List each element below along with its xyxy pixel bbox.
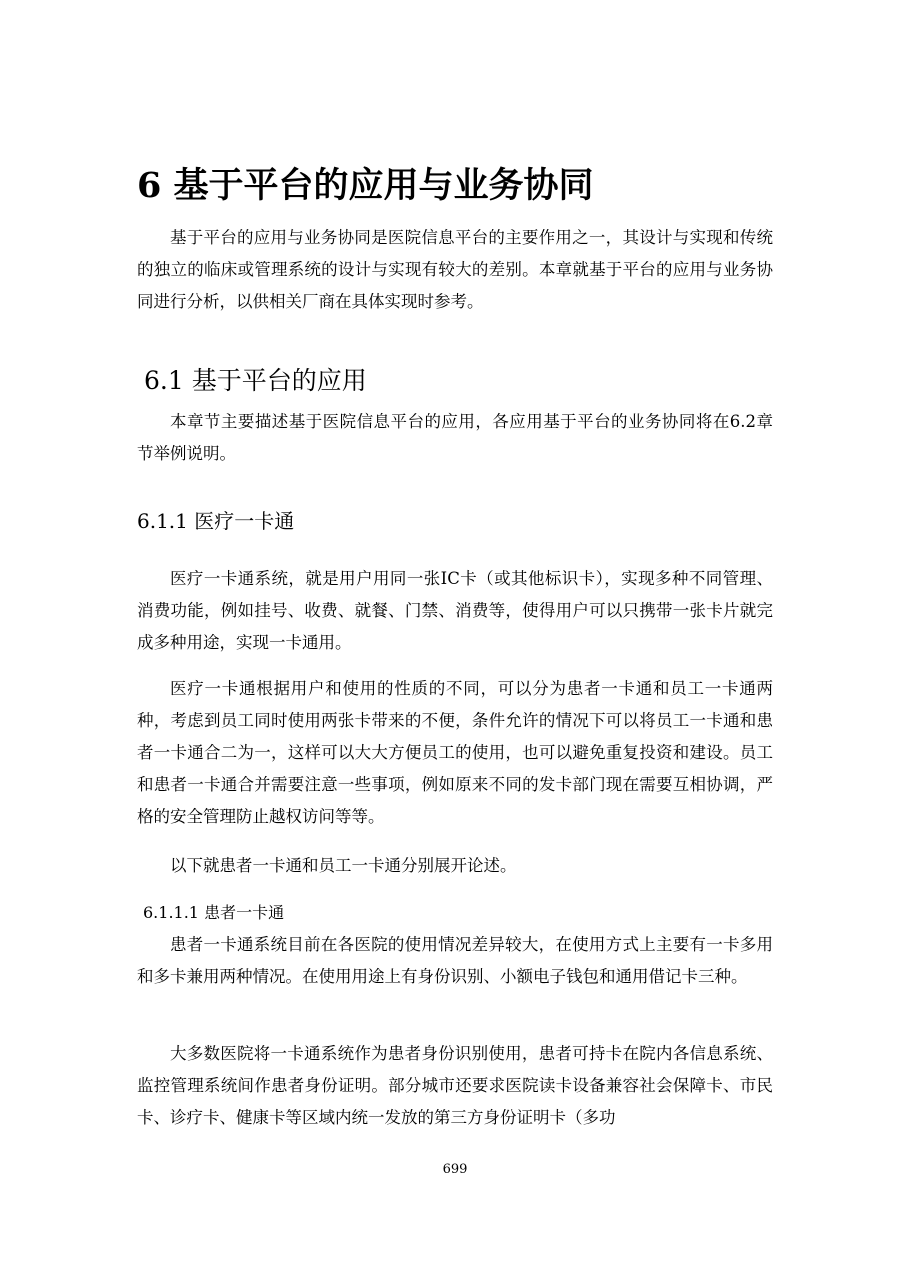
patient-card-usage-paragraph: 患者一卡通系统目前在各医院的使用情况差异较大，在使用方式上主要有一卡多用和多卡兼用两种情况。在使用用途上有身份识别、小额电子钱包和通用借记卡三种。 xyxy=(137,935,773,986)
page-number: 699 xyxy=(442,1162,468,1177)
section-6-1-1-1-heading: 6.1.1.1 患者一卡通 xyxy=(143,903,285,922)
discussion-intro-paragraph: 以下就患者一卡通和员工一卡通分别展开论述。 xyxy=(170,856,517,875)
chapter-intro-paragraph: 基于平台的应用与业务协同是医院信息平台的主要作用之一，其设计与实现和传统的独立的临床或管理系统的设计与实现有较大的差别。本章就基于平台的应用与业务协同进行分析，以供相关厂商在具体实现时参考。 xyxy=(137,228,773,311)
card-system-definition-paragraph: 医疗一卡通系统，就是用户用同一张IC卡（或其他标识卡），实现多种不同管理、消费功能，例如挂号、收费、就餐、门禁、消费等，使得用户可以只携带一张卡片就完成多种用途，实现一卡通用。 xyxy=(137,569,773,652)
patient-identity-paragraph: 大多数医院将一卡通系统作为患者身份识别使用，患者可持卡在院内各信息系统、监控管理系统间作患者身份证明。部分城市还要求医院读卡设备兼容社会保障卡、市民卡、诊疗卡、健康卡等区域内统一发放的第三方身份证明卡（多功 xyxy=(137,1044,773,1127)
section-6-1-heading: 6.1 基于平台的应用 xyxy=(144,366,367,395)
chapter-title: 6 基于平台的应用与业务协同 xyxy=(137,165,594,206)
section-6-1-1-heading: 6.1.1 医疗一卡通 xyxy=(137,509,295,533)
section-6-1-paragraph: 本章节主要描述基于医院信息平台的应用，各应用基于平台的业务协同将在6.2章节举例说明。 xyxy=(137,412,773,463)
card-types-paragraph: 医疗一卡通根据用户和使用的性质的不同，可以分为患者一卡通和员工一卡通两种，考虑到员工同时使用两张卡带来的不便，条件允许的情况下可以将员工一卡通和患者一卡通合二为一，这样可以大大方便员工的使用，也可以避免重复投资和建设。员工和患者一卡通合并需要注意一些事项，例如原来不同的发卡部门现在需要互相协调，严格的安全管理防止越权访问等等。 xyxy=(137,679,773,826)
